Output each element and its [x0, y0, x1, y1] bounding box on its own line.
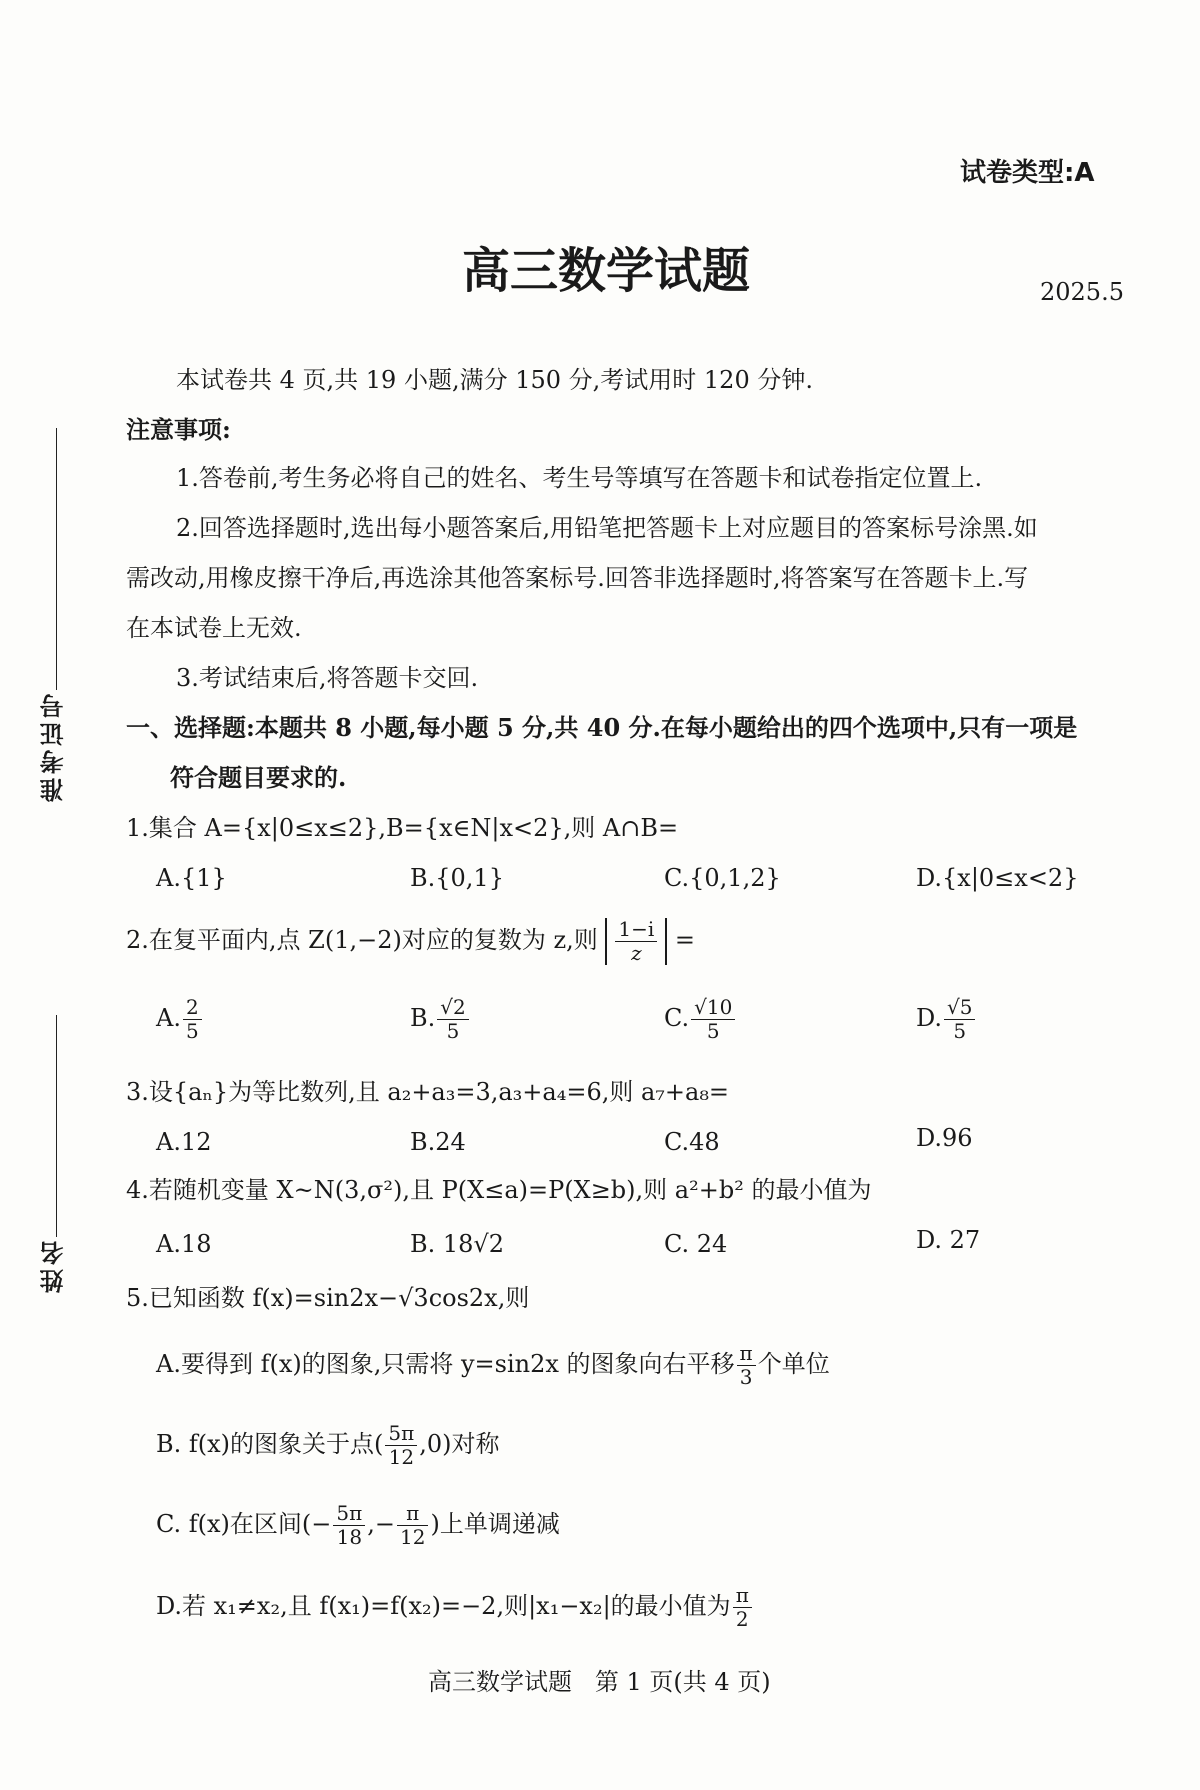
question-1-option-a: A.{1} [156, 864, 227, 892]
notice-item-1: 1.答卷前,考生务必将自己的姓名、考生号等填写在答题卡和试卷指定位置上. [176, 464, 983, 492]
fraction-numerator: π [733, 1584, 752, 1608]
question-1-option-b: B.{0,1} [410, 864, 504, 892]
fraction-denominator: 5 [185, 1019, 199, 1043]
fraction-denominator: 5 [706, 1019, 720, 1043]
question-3-stem: 3.设{aₙ}为等比数列,且 a₂+a₃=3,a₃+a₄=6,则 a₇+a₈= [126, 1078, 730, 1106]
equals-sign: = [674, 926, 696, 954]
option-text: C. f(x)在区间(− [156, 1510, 332, 1538]
question-5-option-b [156, 1422, 500, 1469]
question-2-option-c [664, 996, 737, 1043]
fraction-numerator: 1−i [615, 918, 657, 942]
option-label: B. [410, 1004, 436, 1032]
option-text-tail: ,0)对称 [419, 1430, 500, 1458]
fraction-denominator: 18 [336, 1525, 363, 1549]
question-4-option-b: B. 18√2 [410, 1230, 504, 1258]
fraction-denominator: 2 [735, 1607, 749, 1631]
notice-heading: 注意事项: [126, 415, 231, 444]
page-title: 高三数学试题 [462, 243, 751, 299]
question-3-option-a: A.12 [156, 1128, 212, 1156]
fraction-denominator: 5 [953, 1019, 967, 1043]
option-label: A. [156, 1004, 181, 1032]
fraction-numerator: √2 [437, 996, 468, 1020]
question-5-stem: 5.已知函数 f(x)=sin2x−√3cos2x,则 [126, 1284, 530, 1312]
option-text-mid: ,− [367, 1510, 396, 1538]
paper-type: 试卷类型:A [960, 158, 1095, 188]
fraction-numerator: π [397, 1502, 428, 1526]
question-4-stem: 4.若随机变量 X~N(3,σ²),且 P(X≤a)=P(X≥b),则 a²+b² 的最小值为 [126, 1176, 872, 1204]
question-2-stem-text: 2.在复平面内,点 Z(1,−2)对应的复数为 z,则 [126, 926, 598, 954]
admission-no-line [56, 428, 57, 690]
exam-date: 2025.5 [1040, 278, 1124, 306]
option-text: A.要得到 f(x)的图象,只需将 y=sin2x 的图象向右平移 [156, 1350, 735, 1378]
abs-value-expression [605, 918, 667, 965]
intro-text: 本试卷共 4 页,共 19 小题,满分 150 分,考试用时 120 分钟. [176, 366, 813, 394]
section-heading-line-2: 符合题目要求的. [170, 763, 347, 792]
notice-item-2-line-1: 2.回答选择题时,选出每小题答案后,用铅笔把答题卡上对应题目的答案标号涂黑.如 [176, 514, 1038, 542]
fraction-denominator: z [631, 941, 642, 965]
question-5-option-c [156, 1502, 560, 1549]
option-label: C. [664, 1004, 690, 1032]
question-3-option-c: C.48 [664, 1128, 720, 1156]
fraction-numerator: 5π [385, 1422, 417, 1446]
notice-item-3: 3.考试结束后,将答题卡交回. [176, 664, 479, 692]
question-4-option-c: C. 24 [664, 1230, 728, 1258]
question-5-option-a [156, 1342, 830, 1389]
fraction-numerator: √10 [691, 996, 735, 1020]
option-text: D.若 x₁≠x₂,且 f(x₁)=f(x₂)=−2,则|x₁−x₂|的最小值为 [156, 1592, 731, 1620]
fraction-numerator: 5π [333, 1502, 365, 1526]
option-label: D. [916, 1004, 943, 1032]
page-footer: 高三数学试题 第 1 页(共 4 页) [428, 1668, 771, 1696]
option-text: B. f(x)的图象关于点( [156, 1430, 384, 1458]
fraction-numerator: 2 [183, 996, 202, 1020]
question-1-stem: 1.集合 A={x|0≤x≤2},B={x∈N|x<2},则 A∩B= [126, 814, 679, 842]
question-1-option-d: D.{x|0≤x<2} [916, 864, 1079, 892]
admission-no-label: 准考证号 [40, 690, 68, 802]
fraction-numerator: √5 [944, 996, 975, 1020]
fraction-denominator: 12 [388, 1445, 415, 1469]
fraction-denominator: 12 [400, 1525, 426, 1549]
fraction-denominator: 3 [739, 1365, 753, 1389]
option-text-tail: 个单位 [757, 1350, 830, 1378]
notice-item-2-line-2: 需改动,用橡皮擦干净后,再选涂其他答案标号.回答非选择题时,将答案写在答题卡上.写 [126, 564, 1029, 592]
question-2-option-d [916, 996, 977, 1043]
question-2-stem [126, 918, 695, 965]
question-2-option-b [410, 996, 471, 1043]
question-4-option-a: A.18 [156, 1230, 212, 1258]
question-3-option-b: B.24 [410, 1128, 466, 1156]
name-line [56, 1015, 57, 1237]
fraction-denominator: 5 [446, 1019, 460, 1043]
option-text-tail: )上单调递减 [430, 1510, 560, 1538]
section-heading-line-1: 一、选择题:本题共 8 小题,每小题 5 分,共 40 分.在每小题给出的四个选项中,只有一项是 [126, 713, 1078, 742]
question-2-option-a [156, 996, 204, 1043]
question-4-option-d: D. 27 [916, 1226, 981, 1254]
fraction-numerator: π [737, 1342, 756, 1366]
question-5-option-d [156, 1584, 754, 1631]
notice-item-2-line-3: 在本试卷上无效. [126, 614, 302, 642]
question-1-option-c: C.{0,1,2} [664, 864, 781, 892]
name-label: 姓名 [40, 1237, 68, 1293]
question-3-option-d: D.96 [916, 1124, 973, 1152]
